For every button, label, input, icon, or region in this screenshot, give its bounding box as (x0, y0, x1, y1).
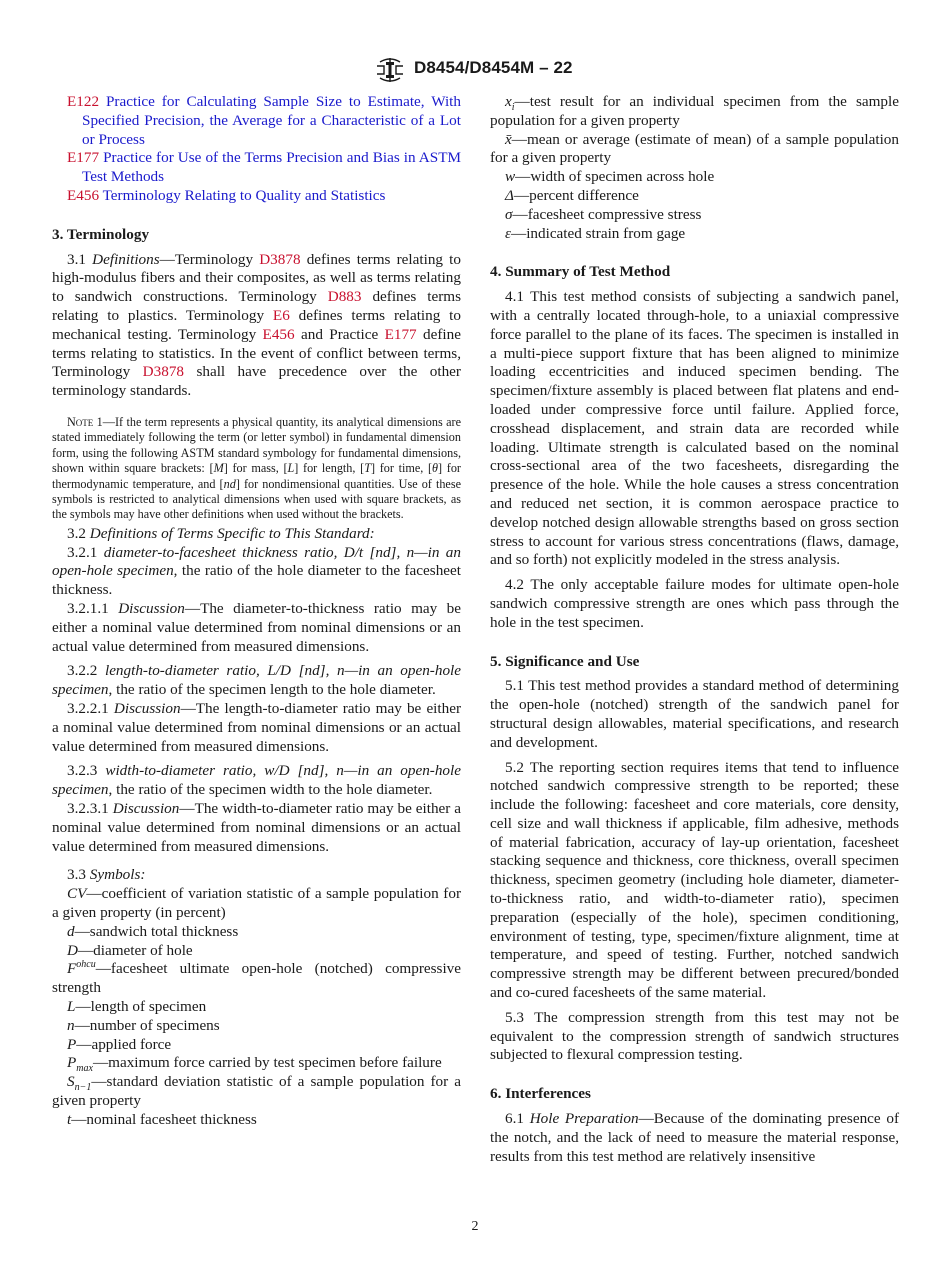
symbol-epsilon: ε—indicated strain from gage (505, 224, 686, 242)
paragraph-3-2: 3.2 Definitions of Terms Specific to This Standard: (67, 524, 375, 542)
reference-code[interactable]: E456 (67, 186, 100, 204)
symbol-d: d—sandwich total thickness (67, 922, 239, 940)
page-number: 2 (471, 1219, 479, 1234)
link-d883[interactable]: D883 (327, 288, 362, 306)
astm-logo-icon (372, 56, 408, 84)
symbol-delta: Δ—percent difference (505, 186, 639, 204)
reference-title[interactable]: Terminology Relating to Quality and Statistics (102, 186, 386, 204)
link-d3878[interactable]: D3878 (142, 363, 185, 381)
symbol-x-i: $x_i—test$ result for an individual specimen from the sample population for a given property (490, 93, 899, 129)
symbol-P: P—applied force (67, 1035, 172, 1053)
page-header (0, 56, 950, 84)
paragraph-3-3: 3.3 Symbols: (67, 866, 146, 884)
paragraph-3-2-2: 3.2.2 length-to-diameter ratio, L/D [nd], n—in an open-hole specimen, the ratio of the specimen length to the hole diameter. (52, 662, 461, 699)
reference-e177[interactable] (52, 149, 461, 187)
symbol-D: D—diameter of hole (67, 941, 193, 959)
symbol-x-bar: x̄—mean or average (estimate of mean) of a sample population for a given property (490, 130, 899, 167)
symbol-cv: CV—coefficient of variation statistic of a sample population for a given property (in percent) (52, 885, 461, 921)
reference-title[interactable]: Practice for Calculating Sample Size to Estimate, With Specified Precision, the Average for a Characteristic of a Lot or Process (82, 93, 461, 148)
section-heading-significance: 5. Significance and Use (490, 652, 640, 670)
reference-code[interactable]: E122 (67, 93, 100, 110)
paragraph-4-1: 4.1 This test method consists of subjecting a sandwich panel, with a centrally located through-hole, to a uniaxial compressive force parallel to the plane of its faces. The specimen is installed in a multi-piece support fixture that has been aligned to minimize loading eccentricities and induced specimen bending. The specimen/fixture assembly is placed between flat platens and end-loaded under compressive force until failure. Applied force, crosshead displacement, and strain data are recorded while loading. Ultimate strength is calculated based on the nominal cross-sectional area of the two facesheets, disregarding the presence of the hole. While the hole causes a stress concentration and reduced net section, it is common aerospace practice to develop notched design allowable strengths based on gross section stress to account for various stress concentrations (flaws, damage, and so forth) not explicitly modeled in the stress analysis. (490, 288, 899, 569)
link-e6[interactable]: E6 (272, 306, 290, 324)
link-e456[interactable]: E456 (262, 325, 295, 343)
paragraph-3-2-3-1: 3.2.3.1 Discussion—The width-to-diameter ratio may be either a nominal value determined from nominal dimensions or an actual value determined from measured dimensions. (52, 799, 462, 855)
reference-code[interactable]: E177 (67, 149, 100, 167)
symbol-sigma: σ—facesheet compressive stress (505, 205, 702, 223)
paragraph-3-2-3: 3.2.3 width-to-diameter ratio, w/D [nd], n—in an open-hole specimen, the ratio of the specimen width to the hole diameter. (52, 762, 461, 799)
paragraph-5-3: 5.3 The compression strength from this test may not be equivalent to the compression strength of sandwich structures subjected to flexural compression testing. (490, 1008, 899, 1064)
section-heading-interferences: 6. Interferences (490, 1085, 591, 1103)
paragraph-3-2-2-1: 3.2.2.1 Discussion—The length-to-diameter ratio may be either a nominal value determined from nominal dimensions or an actual value determined from measured dimensions. (52, 699, 462, 755)
note-1: Note 1—If the term represents a physical quantity, its analytical dimensions are stated immediately following the term (or letter symbol) in fundamental dimension form, using the following ASTM standard symbology for fundamental dimensions, shown within square brackets: [M] for mass, [L] for length, [T] for time, [θ] for thermodynamic temperature, and [nd] for nondimensional quantities. Use of these symbols is restricted to analytical dimensions when used with square brackets, as the symbols may have other definitions when used without the brackets. (52, 414, 461, 522)
symbol-n: n—number of specimens (67, 1016, 220, 1034)
paragraph-3-1: 3.1 Definitions—Terminology D3878 defines terms relating to high-modulus fibers and their composites, as well as terms relating to sandwich constructions. Terminology D883 defines terms relating to plastics. Terminology E6 defines terms relating to mechanical testing. Terminology E456 and Practice E177 define terms relating to statistics. In the event of conflict between terms, Terminology D3878 shall have precedence over the other terminology standards. (52, 250, 461, 400)
reference-e122[interactable] (52, 93, 461, 149)
paragraph-3-2-1: 3.2.1 diameter-to-facesheet thickness ratio, D/t [nd], n—in an open-hole specimen, the ratio of the hole diameter to the facesheet thickness. (52, 543, 461, 599)
paragraph-5-2: 5.2 The reporting section requires items that tend to influence notched sandwich compressive strength to be reported; these include the following: facesheet and core materials, core density, cell size and wall thickness if applicable, film adhesive, methods of material fabrication, accuracy of lay-up orientation, facesheet stacking sequence and thickness, core thickness, overall specimen thickness, specimen geometry (including hole diameter, diameter-to-thickness ratio, and width-to-diameter ratio), specimen preparation (especially of the hole), specimen conditioning, environment of testing, type, specimen/fixture alignment, time at temperature, and speed of testing. Further, notched sandwich compressive strength may be different between precured/bonded and co-cured facesheets of the same material. (490, 758, 899, 1002)
section-heading-terminology: 3. Terminology (52, 225, 150, 243)
standard-designation: D8454/D8454M – 22 (414, 58, 573, 77)
symbol-P-max: $P_{max}—maximum$ force carried by test specimen before failure (67, 1054, 442, 1075)
paragraph-6-1: 6.1 Hole Preparation—Because of the dominating presence of the notch, and the lack of need to measure the material response, results from this test method are relatively insensitive (490, 1110, 899, 1165)
symbol-F-ohcu: $F^{ohcu}—facesheet$ ultimate open-hole (notched) compressive strength (52, 959, 461, 997)
reference-title[interactable]: Practice for Use of the Terms Precision and Bias in ASTM Test Methods (82, 149, 462, 186)
link-e177[interactable]: E177 (384, 325, 417, 343)
paragraph-4-2: 4.2 The only acceptable failure modes for ultimate open-hole sandwich compressive strength are ones which pass through the hole in the test specimen. (490, 576, 899, 631)
symbol-S-n-1: $S_{n-1}—standard$ deviation statistic of a sample population for a given property (52, 1073, 461, 1109)
paragraph-5-1: 5.1 This test method provides a standard method of determining the open-hole (notched) strength of the sandwich panel for structural design allowables, material specifications, and research and development. (490, 677, 899, 751)
symbol-L: L—length of specimen (67, 997, 207, 1015)
right-column (490, 93, 899, 1166)
symbol-w: w—width of specimen across hole (505, 168, 715, 186)
left-column (52, 93, 461, 1130)
link-d3878[interactable]: D3878 (259, 250, 301, 268)
reference-e456[interactable] (52, 187, 461, 206)
paragraph-3-2-1-1: 3.2.1.1 Discussion—The diameter-to-thickness ratio may be either a nominal value determined from nominal dimensions or an actual value determined from measured dimensions. (52, 599, 461, 655)
symbol-t: t—nominal facesheet thickness (67, 1110, 257, 1128)
section-heading-summary: 4. Summary of Test Method (490, 263, 671, 281)
